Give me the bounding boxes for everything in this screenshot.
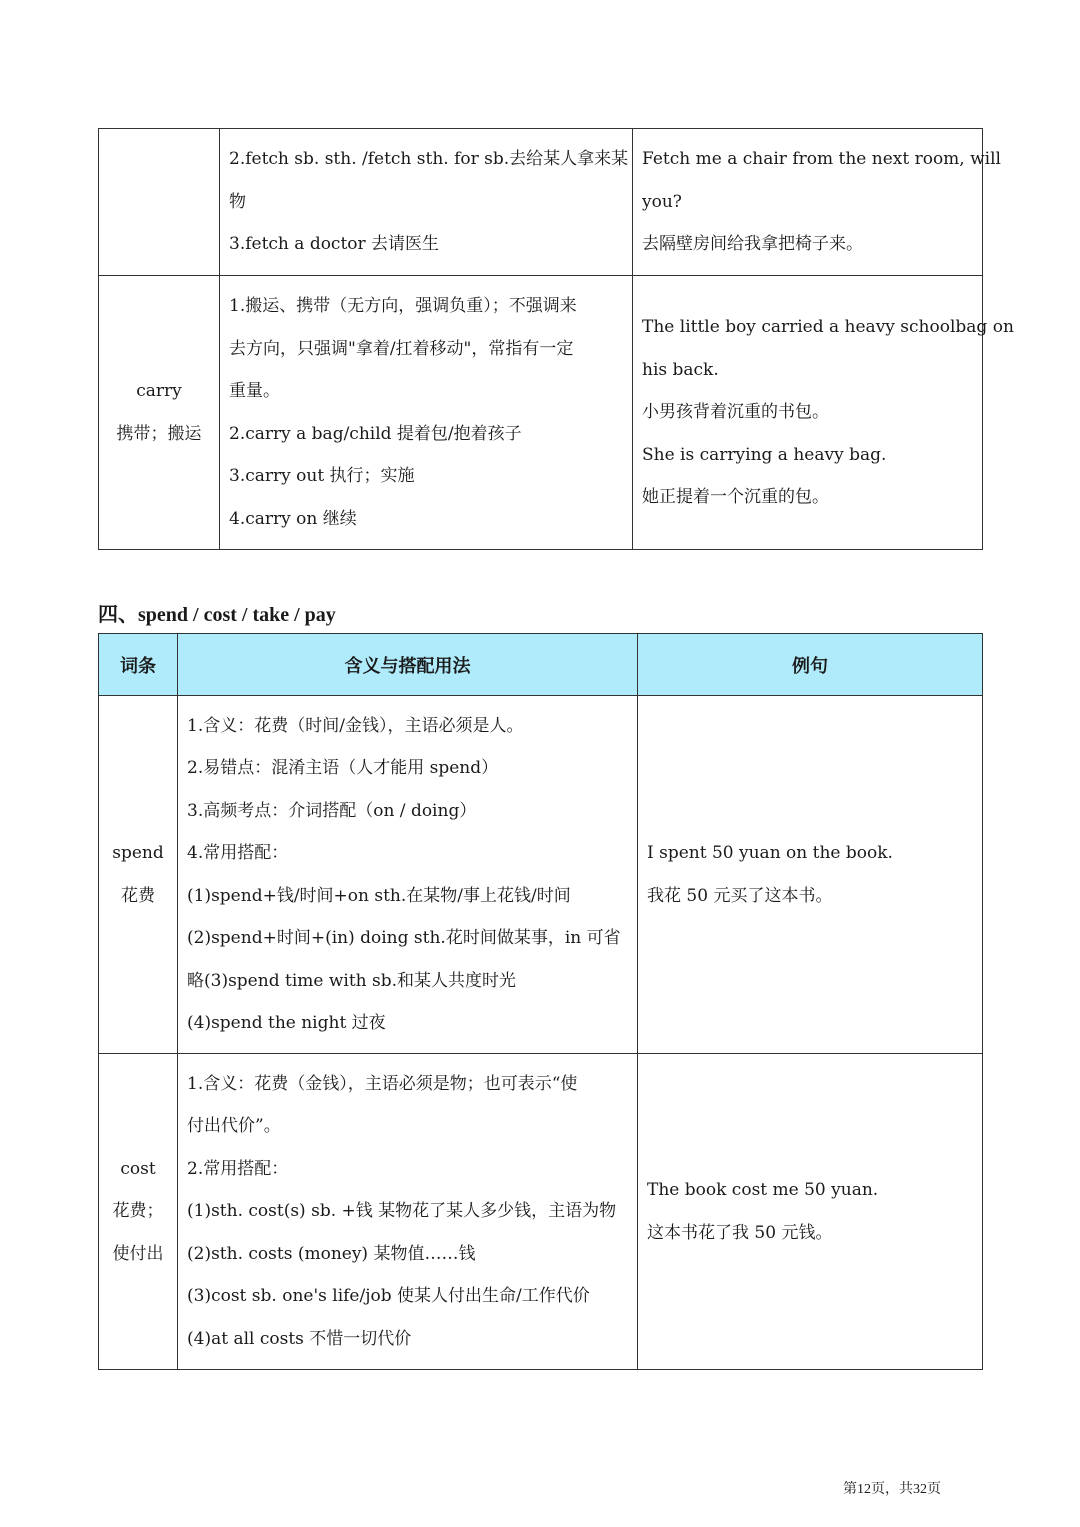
word-cell [99, 276, 220, 550]
meaning-cell [220, 129, 633, 276]
meaning-line: 3.高频考点：介词搭配（on / doing） [187, 800, 477, 821]
word-term: cost [120, 1158, 156, 1179]
meaning-line: (1)spend+钱/时间+on sth.在某物/事上花钱/时间 [187, 885, 571, 906]
meaning-line: (4)at all costs 不惜一切代价 [187, 1328, 412, 1349]
meaning-line: 1.含义：花费（时间/金钱），主语必须是人。 [187, 715, 524, 736]
meaning-line: (2)spend+时间+(in) doing sth.花时间做某事，in 可省 [187, 928, 621, 948]
example-line: 去隔壁房间给我拿把椅子来。 [642, 234, 863, 255]
example-line: 我花 50 元买了这本书。 [647, 885, 833, 906]
example-cell [633, 129, 1001, 276]
word-translation: 携带；搬运 [116, 423, 202, 444]
page-number: 第12页，共32页 [843, 1482, 941, 1497]
word-translation: 花费； [112, 1201, 164, 1222]
meaning-line: 4.carry on 继续 [229, 508, 357, 529]
word-translation: 花费 [121, 885, 155, 906]
meaning-line: 2.易错点：混淆主语（人才能用 spend） [187, 758, 499, 778]
meaning-line: 3.fetch a doctor 去请医生 [229, 234, 440, 255]
meaning-line: 1.搬运、携带（无方向，强调负重）；不强调来 [229, 296, 577, 316]
section-heading: 四、spend / cost / take / pay [98, 604, 336, 626]
example-cell [633, 276, 1014, 550]
word-translation: 使付出 [112, 1243, 164, 1264]
meaning-line: (1)sth. cost(s) sb. +钱 某物花了某人多少钱，主语为物 [187, 1201, 617, 1222]
meaning-line: 2.fetch sb. sth. /fetch sth. for sb.去给某人拿来某 [229, 149, 629, 170]
word-term: spend [112, 843, 164, 863]
meaning-line: 物 [229, 191, 246, 212]
table-row [99, 696, 983, 1054]
example-line: 小男孩背着沉重的书包。 [642, 402, 829, 423]
table-row [99, 276, 983, 550]
example-line: 她正提着一个沉重的包。 [642, 487, 829, 508]
header-example: 例句 [638, 634, 983, 696]
example-line: his back. [642, 359, 719, 380]
meaning-line: (4)spend the night 过夜 [187, 1013, 386, 1033]
word-cell [99, 696, 178, 1054]
meaning-line: 2.carry a bag/child 提着包/抱着孩子 [229, 423, 522, 444]
meaning-line: (3)cost sb. one's life/job 使某人付出生命/工作代价 [187, 1286, 590, 1307]
word-cell [99, 1054, 178, 1370]
meaning-line: 3.carry out 执行；实施 [229, 466, 415, 486]
vocabulary-table-continued [98, 128, 1014, 550]
example-line: you? [642, 191, 682, 212]
example-line: The little boy carried a heavy schoolbag on [642, 317, 1014, 338]
example-line: She is carrying a heavy bag. [642, 444, 887, 465]
meaning-cell [178, 1054, 638, 1370]
table-header-row [99, 634, 983, 696]
spend-cost-table [98, 633, 983, 1370]
example-line: Fetch me a chair from the next room, will [642, 149, 1001, 170]
word-term: carry [136, 381, 182, 401]
header-word: 词条 [99, 634, 178, 696]
meaning-cell [220, 276, 633, 550]
example-cell [638, 696, 983, 1054]
example-line: I spent 50 yuan on the book. [647, 843, 893, 863]
meaning-line: 2.常用搭配： [187, 1158, 289, 1179]
meaning-line: 略(3)spend time with sb.和某人共度时光 [187, 970, 517, 991]
example-line: The book cost me 50 yuan. [647, 1180, 879, 1200]
meaning-line: 重量。 [229, 381, 280, 401]
example-line: 这本书花了我 50 元钱。 [647, 1222, 833, 1243]
meaning-line: 付出代价”。 [187, 1116, 281, 1137]
meaning-line: 去方向，只强调"拿着/扛着移动"，常指有一定 [229, 338, 574, 359]
header-meaning: 含义与搭配用法 [178, 634, 638, 696]
meaning-cell [178, 696, 638, 1054]
table-row [99, 129, 983, 276]
meaning-line: (2)sth. costs (money) 某物值……钱 [187, 1243, 476, 1264]
meaning-line: 4.常用搭配： [187, 843, 289, 863]
word-cell [99, 129, 220, 276]
table-row [99, 1054, 983, 1370]
meaning-line: 1.含义：花费（金钱），主语必须是物；也可表示“使 [187, 1073, 578, 1094]
example-cell [638, 1054, 983, 1370]
